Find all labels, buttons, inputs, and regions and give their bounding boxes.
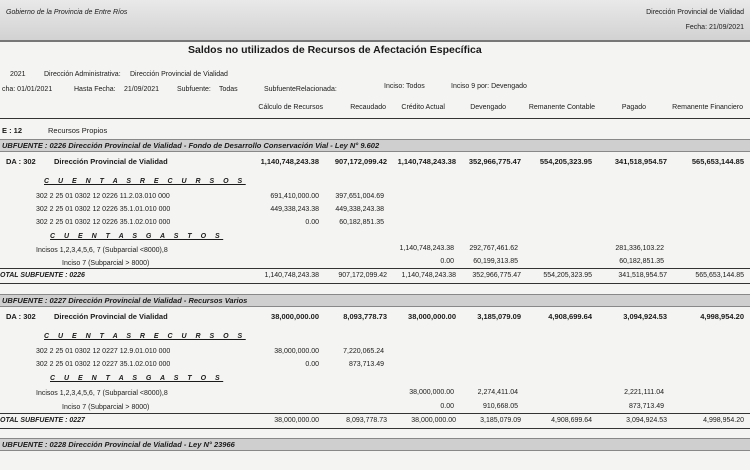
- total-rule-bottom: [0, 283, 750, 284]
- col-remanente-financiero: Remanente Financiero: [672, 104, 743, 111]
- value-cell: 341,518,954.57: [614, 157, 667, 166]
- subfuente-title-0228: UBFUENTE : 0228 Dirección Provincial de Vialidad - Ley N° 23966: [2, 440, 235, 449]
- total-rule: [0, 268, 750, 269]
- report-date: Fecha: 21/09/2021: [685, 24, 744, 31]
- value-cell: 565,653,144.85: [691, 157, 744, 166]
- value-cell: 554,205,323.95: [539, 157, 592, 166]
- recurso-code: 302 2 25 01 0302 12 0227 12.9.01.010 000: [36, 348, 171, 355]
- filter-inciso: Inciso: Todos: [384, 83, 425, 90]
- report-title: Saldos no utilizados de Recursos de Afectación Específica: [188, 44, 482, 56]
- filter-admin-label: Dirección Administrativa:: [44, 71, 121, 78]
- gasto-pagado: 873,713.49: [628, 403, 664, 410]
- filter-subrel: SubfuenteRelacionada:: [264, 86, 337, 93]
- recurso-rec: 873,713.49: [348, 361, 384, 368]
- value-cell: 907,172,099.42: [338, 272, 387, 279]
- value-cell: 554,205,323.95: [543, 272, 592, 279]
- recurso-rec: 60,182,851.35: [339, 219, 384, 226]
- value-cell: 38,000,000.00: [411, 417, 456, 424]
- gasto-credito: 0.00: [440, 258, 454, 265]
- total-rule-bottom: [0, 428, 750, 429]
- recurso-code: 302 2 25 01 0302 12 0227 35.1.02.010 000: [36, 361, 171, 368]
- value-cell: 1,140,748,243.38: [397, 157, 456, 166]
- da-code: DA : 302: [6, 312, 36, 321]
- col-recaudado: Recaudado: [350, 104, 386, 111]
- value-cell: 352,966,775.47: [472, 272, 521, 279]
- filter-subfuente-label: Subfuente:: [177, 86, 211, 93]
- da-name: Dirección Provincial de Vialidad: [54, 312, 168, 321]
- gasto-label: Inciso 7 (Subparcial > 8000): [62, 404, 150, 411]
- fuente-code: E : 12: [2, 126, 23, 135]
- dept-name: Dirección Provincial de Vialidad: [646, 9, 744, 16]
- recurso-calc: 449,338,243.38: [270, 206, 319, 213]
- col-pagado: Pagado: [621, 104, 646, 111]
- value-cell: 3,094,924.53: [626, 417, 667, 424]
- recurso-rec: 7,220,065.24: [343, 348, 384, 355]
- value-cell: 4,998,954.20: [700, 312, 744, 321]
- gasto-devengado: 2,274,411.04: [477, 389, 518, 396]
- recurso-calc: 0.00: [305, 361, 319, 368]
- gasto-label: Incisos 1,2,3,4,5,6, 7 (Subparcial <8000),8: [36, 390, 168, 397]
- value-cell: 1,140,748,243.38: [264, 272, 319, 279]
- value-cell: 8,093,778.73: [346, 417, 387, 424]
- filter-subfuente-value: Todas: [219, 86, 238, 93]
- value-cell: 8,093,778.73: [343, 312, 387, 321]
- cuentas-recursos-heading: C U E N T A S R E C U R S O S: [44, 333, 246, 340]
- recurso-rec: 397,651,004.69: [335, 193, 384, 200]
- recurso-calc: 0.00: [305, 219, 319, 226]
- filter-hasta-value: 21/09/2021: [124, 86, 160, 93]
- recurso-calc: 38,000,000.00: [274, 348, 319, 355]
- filter-desde: cha: 01/01/2021: [2, 86, 53, 93]
- header-rule: [0, 118, 750, 119]
- filter-admin-value: Dirección Provincial de Vialidad: [130, 71, 228, 78]
- filter-hasta-label: Hasta Fecha:: [74, 86, 116, 93]
- gasto-devengado: 292,767,461.62: [469, 245, 518, 252]
- gasto-credito: 0.00: [440, 403, 454, 410]
- total-label: OTAL SUBFUENTE : 0227: [0, 417, 85, 424]
- value-cell: 341,518,954.57: [618, 272, 667, 279]
- value-cell: 4,998,954.20: [703, 417, 744, 424]
- gasto-pagado: 2,221,111.04: [624, 389, 664, 396]
- value-cell: 3,185,079.09: [480, 417, 521, 424]
- value-cell: 907,172,099.42: [334, 157, 387, 166]
- cuentas-gastos-heading: C U E N T A S G A S T O S: [50, 375, 224, 382]
- value-cell: 1,140,748,243.38: [260, 157, 319, 166]
- gasto-devengado: 60,199,313.85: [473, 258, 518, 265]
- gasto-label: Inciso 7 (Subparcial > 8000): [62, 260, 150, 267]
- filter-year: 2021: [10, 71, 26, 78]
- value-cell: 3,185,079.09: [477, 312, 521, 321]
- gasto-credito: 38,000,000.00: [409, 389, 454, 396]
- gasto-pagado: 60,182,851.35: [619, 258, 664, 265]
- recurso-code: 302 2 25 01 0302 12 0226 35.1.02.010 000: [36, 219, 171, 226]
- value-cell: 352,966,775.47: [468, 157, 521, 166]
- recurso-code: 302 2 25 01 0302 12 0226 11.2.03.010 000: [36, 193, 170, 200]
- total-rule: [0, 413, 750, 414]
- gasto-credito: 1,140,748,243.38: [399, 245, 454, 252]
- value-cell: 1,140,748,243.38: [401, 272, 456, 279]
- value-cell: 4,908,699.64: [551, 417, 592, 424]
- da-name: Dirección Provincial de Vialidad: [54, 157, 168, 166]
- value-cell: 3,094,924.53: [623, 312, 667, 321]
- gasto-devengado: 910,668.05: [482, 403, 518, 410]
- da-code: DA : 302: [6, 157, 36, 166]
- fuente-name: Recursos Propios: [48, 126, 108, 135]
- gasto-pagado: 281,336,103.22: [615, 245, 664, 252]
- total-label: OTAL SUBFUENTE : 0226: [0, 272, 85, 279]
- gasto-label: Incisos 1,2,3,4,5,6, 7 (Subparcial <8000),8: [36, 247, 168, 254]
- value-cell: 38,000,000.00: [274, 417, 319, 424]
- cuentas-gastos-heading: C U E N T A S G A S T O S: [50, 233, 224, 240]
- value-cell: 38,000,000.00: [408, 312, 456, 321]
- recurso-rec: 449,338,243.38: [335, 206, 384, 213]
- cuentas-recursos-heading: C U E N T A S R E C U R S O S: [44, 178, 246, 185]
- value-cell: 4,908,699.64: [548, 312, 592, 321]
- recurso-code: 302 2 25 01 0302 12 0226 35.1.01.010 000: [36, 206, 171, 213]
- org-name: Gobierno de la Provincia de Entre Ríos: [6, 9, 128, 16]
- col-credito: Crédito Actual: [401, 104, 445, 111]
- filter-inciso9: Inciso 9 por: Devengado: [451, 83, 527, 90]
- subfuente-title-0226: UBFUENTE : 0226 Dirección Provincial de Vialidad - Fondo de Desarrollo Conservación Vial - Ley N° 9.602: [2, 141, 380, 150]
- recurso-calc: 691,410,000.00: [270, 193, 319, 200]
- col-remanente-contable: Remanente Contable: [528, 104, 595, 111]
- col-devengado: Devengado: [470, 104, 506, 111]
- col-calculo: Cálculo de Recursos: [258, 104, 323, 111]
- value-cell: 38,000,000.00: [271, 312, 319, 321]
- subfuente-title-0227: UBFUENTE : 0227 Dirección Provincial de Vialidad - Recursos Varios: [2, 296, 248, 305]
- report-header: [0, 0, 750, 42]
- value-cell: 565,653,144.85: [695, 272, 744, 279]
